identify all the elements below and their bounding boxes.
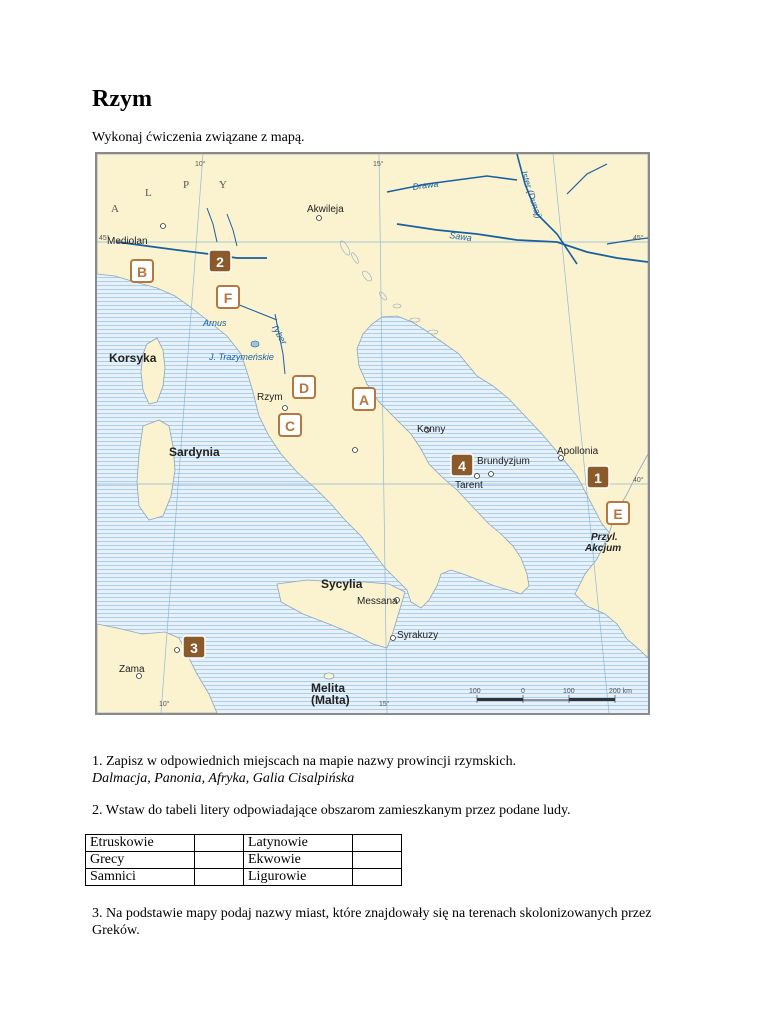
marker-b — [131, 260, 153, 282]
cape-line1: Przyl. — [591, 532, 618, 543]
question-1-province-names: Dalmacja, Panonia, Afryka, Galia Cisalpińska — [92, 771, 355, 786]
svg-text:1: 1 — [594, 470, 602, 486]
table-answer-cell[interactable] — [195, 869, 244, 886]
page-title: Rzym — [92, 86, 152, 112]
deg-lat40-right: 40° — [633, 477, 644, 484]
marker-1 — [587, 466, 609, 488]
svg-text:D: D — [298, 380, 310, 396]
question-3-text: 3. Na podstawie mapy podaj nazwy miast, które znajdowały się na terenach skolonizowanych przez Greków. — [92, 906, 652, 938]
marker-d — [293, 376, 315, 398]
marker-a — [353, 388, 375, 410]
river-label-arnus: Arnus — [203, 318, 227, 328]
scale-0: 0 — [521, 688, 525, 695]
table-cell-people: Etruskowie — [86, 835, 195, 852]
svg-text:E: E — [613, 506, 623, 522]
question-2-text: 2. Wstaw do tabeli litery odpowiadające obszarom zamieszkanym przez podane ludy. — [92, 803, 571, 818]
deg-lat45-right: 45° — [633, 235, 644, 242]
city-apollonia: Apollonia — [557, 446, 599, 457]
table-row — [86, 835, 402, 852]
map-canvas — [97, 154, 648, 713]
city-messana: Messana — [357, 596, 398, 607]
peoples-table — [85, 834, 402, 886]
table-cell-people: Latynowie — [244, 835, 353, 852]
table-cell-people: Ekwowie — [244, 852, 353, 869]
deg-lon15-bottom: 15° — [379, 701, 390, 708]
island-melita: Melita — [311, 681, 346, 695]
table-row — [86, 869, 402, 886]
alps-letter-a: A — [111, 203, 121, 215]
city-akwileja: Akwileja — [307, 204, 344, 215]
island-sycylia: Sycylia — [321, 577, 363, 591]
island-korsyka: Korsyka — [109, 351, 157, 365]
map-italy — [95, 152, 650, 715]
svg-text:B: B — [136, 264, 148, 280]
island-sardynia: Sardynia — [169, 445, 220, 459]
table-answer-cell[interactable] — [353, 869, 402, 886]
lake-trasimeno — [251, 341, 259, 347]
deg-lat45-left: 45° — [99, 235, 110, 242]
land-malta — [324, 673, 334, 679]
city-brundyzjum: Brundyzjum — [477, 456, 530, 467]
table-answer-cell[interactable] — [195, 852, 244, 869]
svg-text:C: C — [284, 418, 296, 434]
river-label-tyber: Tyber — [269, 322, 290, 347]
intro-text: Wykonaj ćwiczenia związane z mapą. — [92, 130, 305, 145]
river-label-ister: Ister (Dunaj) — [519, 169, 544, 220]
cape-line2: Akcjum — [585, 543, 622, 554]
svg-text:2: 2 — [216, 254, 224, 270]
city-kanny: Kanny — [417, 424, 446, 435]
scale-100-right: 100 — [563, 688, 575, 695]
svg-text:A: A — [358, 392, 370, 408]
scale-200km: 200 km — [609, 688, 632, 695]
city-zama: Zama — [119, 664, 145, 675]
marker-f — [217, 286, 239, 308]
city-rzym: Rzym — [257, 392, 283, 403]
question-1 — [92, 753, 516, 787]
lake-label: J. Trazymeńskie — [209, 352, 274, 362]
alps-letter-y: Y — [219, 179, 229, 191]
table-cell-people: Ligurowie — [244, 869, 353, 886]
table-answer-cell[interactable] — [353, 852, 402, 869]
deg-lon10-bottom: 10° — [159, 701, 170, 708]
marker-c — [279, 414, 301, 436]
question-1-text: 1. Zapisz w odpowiednich miejscach na mapie nazwy prowincji rzymskich. — [92, 754, 517, 769]
table-cell-people: Samnici — [86, 869, 195, 886]
island-malta: (Malta) — [311, 693, 350, 707]
svg-text:3: 3 — [190, 640, 198, 656]
river-label-sawa: Sawa — [448, 230, 473, 244]
river-label-drawa: Drawa — [411, 178, 440, 192]
marker-3 — [183, 636, 205, 658]
city-mediolan: Mediolan — [107, 236, 148, 247]
marker-e — [607, 502, 629, 524]
marker-4 — [451, 454, 473, 476]
deg-lon10-top: 10° — [195, 161, 206, 168]
svg-text:4: 4 — [458, 458, 466, 474]
table-cell-people: Grecy — [86, 852, 195, 869]
alps-letter-p: P — [183, 179, 192, 191]
deg-lon15-top: 15° — [373, 161, 384, 168]
marker-2 — [209, 250, 231, 272]
svg-text:F: F — [223, 290, 233, 306]
scale-100-left: 100 — [469, 688, 481, 695]
table-answer-cell[interactable] — [195, 835, 244, 852]
alps-letter-l: L — [145, 187, 154, 199]
table-row — [86, 852, 402, 869]
city-syrakuzy: Syrakuzy — [397, 630, 439, 641]
city-tarent: Tarent — [455, 480, 483, 491]
table-answer-cell[interactable] — [353, 835, 402, 852]
